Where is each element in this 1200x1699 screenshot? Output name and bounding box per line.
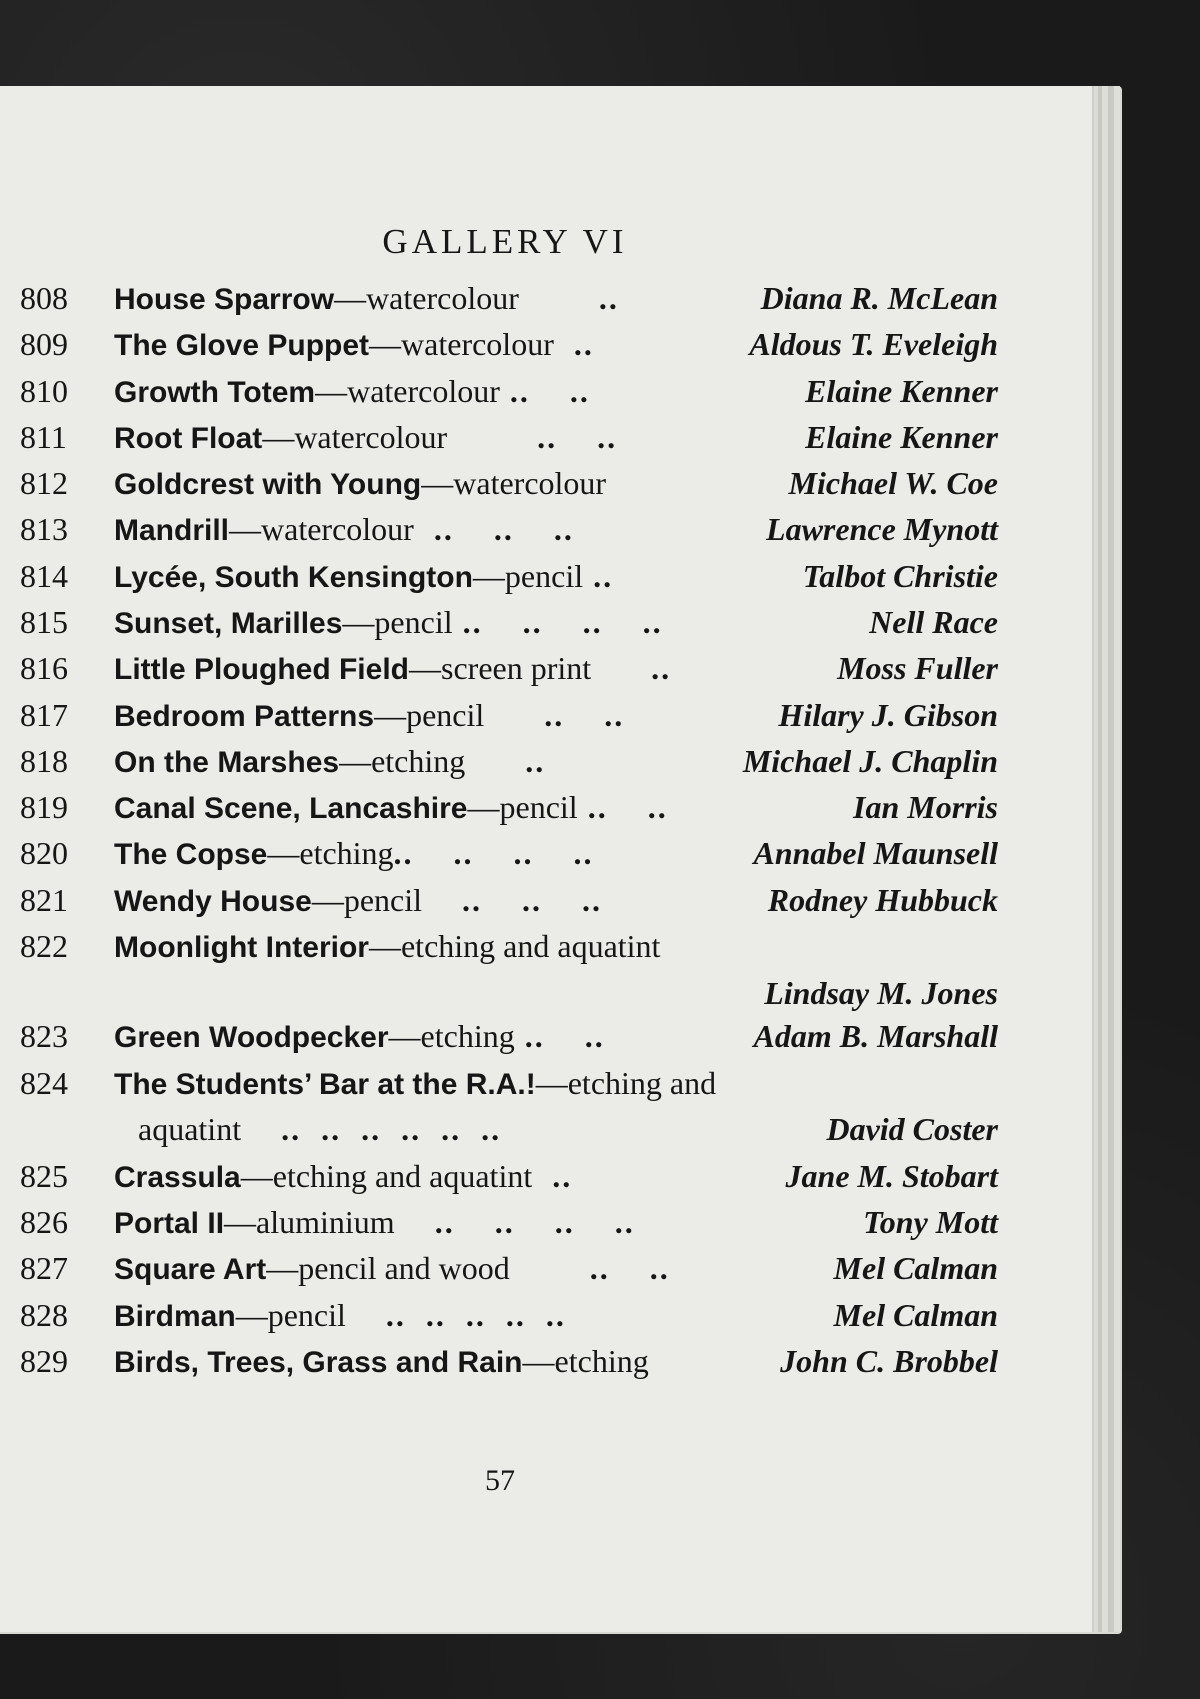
leader-dots: .. .. (514, 1018, 605, 1054)
entry-row (20, 785, 998, 829)
artist-name: Moss Fuller (837, 650, 998, 686)
entry-row (20, 1246, 998, 1290)
artist-name: Annabel Maunsell (753, 835, 998, 871)
entry-row (20, 1293, 998, 1337)
artist-name: Mel Calman (833, 1297, 998, 1333)
work-medium: —watercolour (369, 326, 554, 362)
artist-name: Nell Race (869, 604, 998, 640)
entry-number: 809 (20, 326, 68, 362)
entry-row (20, 276, 998, 320)
artist-name: Aldous T. Eveleigh (749, 326, 998, 362)
entry-number: 816 (20, 650, 68, 686)
entry-title-line (114, 924, 660, 970)
artist-name: Rodney Hubbuck (767, 882, 998, 918)
entry-number: 812 (20, 465, 68, 501)
artist-name: John C. Brobbel (780, 1343, 998, 1379)
entry-number: 808 (20, 280, 68, 316)
entry-title-line (114, 1339, 649, 1385)
entry-title-line (114, 507, 574, 553)
leader-dots: .. .. (447, 419, 618, 455)
work-medium: —watercolour (315, 373, 500, 409)
leader-dots: .. (583, 558, 614, 594)
work-medium: —pencil and wood (266, 1250, 510, 1286)
leader-dots: .. (591, 650, 672, 686)
leader-dots: .. .. .. (422, 882, 602, 918)
work-medium: —aluminium (224, 1204, 395, 1240)
work-title: Goldcrest with Young (114, 468, 422, 501)
artist-name: Diana R. McLean (760, 280, 998, 316)
entry-title-line (114, 554, 613, 600)
entry-title-line (114, 369, 590, 415)
artist-name: Michael J. Chaplin (742, 743, 998, 779)
entry-title-line (114, 831, 594, 877)
work-title: On the Marshes (114, 746, 340, 779)
artist-name: Talbot Christie (802, 558, 998, 594)
work-title: Birdman (114, 1300, 236, 1333)
artist-name: Elaine Kenner (805, 419, 998, 455)
leader-dots: .. .. .. .. (452, 604, 663, 640)
entry-row (20, 971, 998, 1015)
catalogue-page (0, 86, 1092, 1632)
entry-row (20, 369, 998, 413)
artist-name: Lindsay M. Jones (764, 975, 998, 1011)
entry-row (20, 1014, 998, 1058)
entry-title-line (114, 739, 545, 785)
entry-row (20, 461, 998, 505)
entry-number: 814 (20, 558, 68, 594)
work-title: Mandrill (114, 514, 230, 547)
entry-title-line (114, 1014, 605, 1060)
entry-number: 820 (20, 835, 68, 871)
work-title: Wendy House (114, 885, 312, 918)
entry-number: 829 (20, 1343, 68, 1379)
work-title: Green Woodpecker (114, 1021, 389, 1054)
work-title: Root Float (114, 422, 263, 455)
leader-dots: .. (553, 326, 594, 362)
work-medium: —screen print (409, 650, 592, 686)
work-title: House Sparrow (114, 283, 335, 316)
artist-name: Tony Mott (863, 1204, 998, 1240)
work-medium: —pencil (472, 558, 584, 594)
work-medium: —pencil (235, 1297, 346, 1333)
page-number: 57 (485, 1464, 515, 1497)
entry-number: 810 (20, 373, 68, 409)
entry-number: 818 (20, 743, 68, 779)
work-medium: —watercolour (229, 511, 414, 547)
work-title: The Copse (114, 838, 268, 871)
artist-name: Michael W. Coe (788, 465, 998, 501)
leader-dots: .. .. (484, 697, 625, 733)
leader-dots: .. .. .. .. (394, 1204, 635, 1240)
entry-title-line (114, 1154, 572, 1200)
work-title: The Students’ Bar at the R.A.! (114, 1068, 536, 1101)
artist-name: Lawrence Mynott (766, 511, 998, 547)
entry-title-line (114, 276, 619, 322)
artist-name: Hilary J. Gibson (778, 697, 998, 733)
work-title: Portal II (114, 1207, 225, 1240)
entry-title-line (114, 1200, 635, 1246)
leader-dots: .. .. (499, 373, 590, 409)
entry-row (20, 739, 998, 783)
entry-row (20, 646, 998, 690)
entry-number: 827 (20, 1250, 68, 1286)
entry-row (20, 415, 998, 459)
work-medium: —pencil (311, 882, 422, 918)
work-title: Crassula (114, 1161, 241, 1194)
entry-number: 819 (20, 789, 68, 825)
entry-number: 823 (20, 1018, 68, 1054)
leader-dots: .. .. .. .. .. (345, 1297, 566, 1333)
entry-title-line (114, 1107, 501, 1153)
entry-row (20, 878, 998, 922)
entry-row (20, 600, 998, 644)
artist-name: Adam B. Marshall (753, 1018, 998, 1054)
leader-dots: .. (518, 280, 619, 316)
leader-dots: .. .. (509, 1250, 670, 1286)
entry-number: 822 (20, 928, 68, 964)
work-medium: —pencil (342, 604, 453, 640)
work-medium: —etching (267, 835, 394, 871)
entry-row (20, 1154, 998, 1198)
entry-title-line (114, 415, 617, 461)
entry-title-line (114, 322, 594, 368)
entry-row (20, 693, 998, 737)
entry-number: 826 (20, 1204, 68, 1240)
work-medium: —watercolour (334, 280, 519, 316)
work-title: Lycée, South Kensington (114, 561, 473, 594)
entry-number: 817 (20, 697, 68, 733)
leader-dots: .. .. .. .. (393, 835, 594, 871)
leader-dots: .. .. .. (413, 511, 574, 547)
work-medium: —etching and aquatint (240, 1158, 533, 1194)
entry-number: 821 (20, 882, 68, 918)
work-medium: —watercolour (421, 465, 607, 501)
entry-title-line (114, 878, 602, 924)
entry-title-line (114, 461, 606, 507)
entry-title-line (114, 600, 663, 646)
artist-name: David Coster (826, 1111, 998, 1147)
leader-dots: .. .. .. .. .. .. (241, 1111, 502, 1147)
entry-row (20, 554, 998, 598)
entry-row (20, 831, 998, 875)
work-medium: —pencil (374, 697, 485, 733)
work-medium: —etching (388, 1018, 515, 1054)
work-medium: —etching (522, 1343, 649, 1379)
work-title: Birds, Trees, Grass and Rain (114, 1346, 523, 1379)
entry-row (20, 1107, 998, 1151)
entry-row (20, 1339, 998, 1383)
work-title: The Glove Puppet (114, 329, 370, 362)
work-medium: —etching and aquatint (368, 928, 661, 964)
artist-name: Elaine Kenner (805, 373, 998, 409)
entry-number: 811 (20, 419, 67, 455)
entry-number: 815 (20, 604, 68, 640)
entry-number: 824 (20, 1065, 68, 1101)
entry-row (20, 507, 998, 551)
work-title: Little Ploughed Field (114, 653, 409, 686)
work-title: Sunset, Marilles (114, 607, 343, 640)
work-medium: aquatint (114, 1111, 242, 1147)
work-medium: —pencil (467, 789, 578, 825)
work-title: Bedroom Patterns (114, 700, 375, 733)
work-medium: —watercolour (262, 419, 448, 455)
work-title: Canal Scene, Lancashire (114, 792, 468, 825)
entry-title-line (114, 1293, 566, 1339)
entry-number: 825 (20, 1158, 68, 1194)
gallery-heading: GALLERY VI (382, 222, 628, 261)
entry-row (20, 924, 998, 968)
leader-dots: .. (465, 743, 546, 779)
entry-row (20, 1200, 998, 1244)
leader-dots: .. .. (577, 789, 668, 825)
work-medium: —etching and (535, 1065, 717, 1101)
artist-name: Jane M. Stobart (785, 1158, 998, 1194)
entry-title-line (114, 1246, 670, 1292)
entry-title-line (114, 1061, 716, 1107)
entry-row (20, 322, 998, 366)
artist-name: Mel Calman (833, 1250, 998, 1286)
entry-number: 813 (20, 511, 68, 547)
work-title: Square Art (114, 1253, 267, 1286)
entry-title-line (114, 646, 671, 692)
entry-number: 828 (20, 1297, 68, 1333)
entry-title-line (114, 693, 624, 739)
work-medium: —etching (339, 743, 466, 779)
artist-name: Ian Morris (853, 789, 998, 825)
entry-title-line (114, 785, 668, 831)
work-title: Growth Totem (114, 376, 316, 409)
leader-dots: .. (532, 1158, 573, 1194)
work-title: Moonlight Interior (114, 931, 369, 964)
entry-row (20, 1061, 998, 1105)
